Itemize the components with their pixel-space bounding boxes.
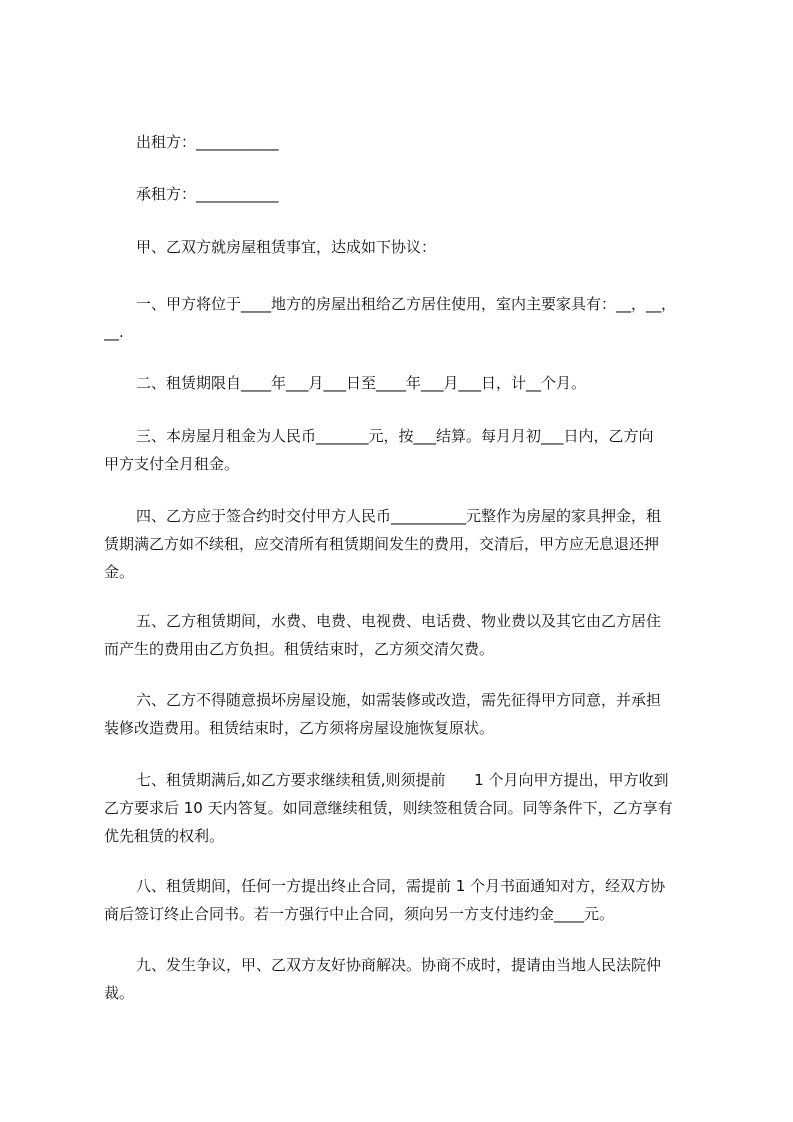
clause-5 [104,607,704,663]
clause-line: 裁。 [104,984,135,1002]
clause-7 [104,766,704,850]
clause-line: 九、发生争议，甲、乙双方友好协商解决。协商不成时，提请由当地人民法院仲 [136,956,662,974]
clause-line: 优先租赁的权利。 [104,827,225,845]
clause-line: 六、乙方不得随意损坏房屋设施，如需装修或改造，需先征得甲方同意，并承担 [136,691,662,709]
clause-4 [104,502,704,586]
clause-9 [104,951,704,1007]
clause-line: 装修改造费用。租赁结束时，乙方须将房屋设施恢复原状。 [104,719,495,737]
clause-line: __. [104,323,124,341]
clause-line: 七、租赁期满后,如乙方要求继续租赁,则须提前 1 个月向甲方提出，甲方收到 [136,771,669,789]
clause-line: 一、甲方将位于____地方的房屋出租给乙方居住使用，室内主要家具有：__，__， [136,295,677,313]
lessee-line: 承租方：___________ [136,185,279,203]
clause-3 [104,422,704,478]
clause-line: 而产生的费用由乙方负担。租赁结束时，乙方须交清欠费。 [104,640,495,658]
clause-line: 四、乙方应于签合约时交付甲方人民币__________元整作为房屋的家具押金，租 [136,507,662,525]
clause-line: 甲方支付全月租金。 [104,455,240,473]
lessor-line: 出租方：___________ [136,133,279,151]
clause-line: 乙方要求后 10 天内答复。如同意继续租赁，则续签租赁合同。同等条件下，乙方享有 [104,799,673,817]
clause-6 [104,686,704,742]
clause-8 [104,872,704,928]
clause-line: 二、租赁期限自____年___月___日至____年___月___日，计__个月。 [136,374,587,392]
clause-2 [104,369,704,397]
clause-line: 商后签订终止合同书。若一方强行中止合同，须向另一方支付违约金____元。 [104,905,615,923]
intro-line: 甲、乙双方就房屋租赁事宜，达成如下协议： [136,238,437,256]
clause-line: 金。 [104,563,135,581]
clause-line: 五、乙方租赁期间，水费、电费、电视费、电话费、物业费以及其它由乙方居住 [136,612,662,630]
clause-line: 八、租赁期间，任何一方提出终止合同，需提前 1 个月书面通知对方，经双方协 [136,877,666,895]
clause-1 [104,290,704,346]
clause-line: 三、本房屋月租金为人民币_______元，按___结算。每月月初___日内，乙方向 [136,427,654,445]
clause-line: 赁期满乙方如不续租，应交清所有租赁期间发生的费用，交清后，甲方应无息退还押 [104,535,660,553]
